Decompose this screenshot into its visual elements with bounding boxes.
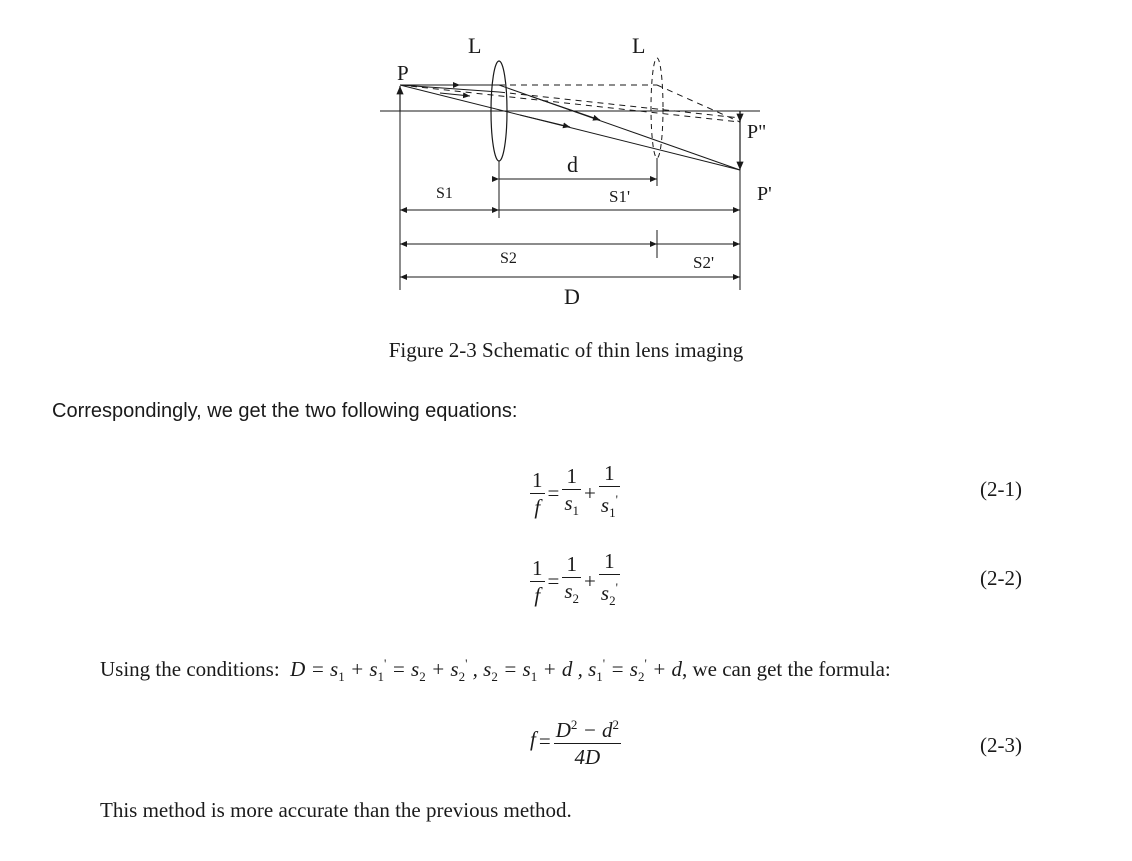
figure-caption: Figure 2-3 Schematic of thin lens imaging xyxy=(388,338,744,362)
image-label-p1: P' xyxy=(757,183,772,205)
equation-number-2-3: (2-3) xyxy=(980,733,1022,757)
lens-diagram xyxy=(0,0,1132,330)
conditions-prefix: Using the conditions: xyxy=(100,657,280,681)
dim-s2-label: S2 xyxy=(500,250,517,267)
conditions-suffix: , we can get the formula: xyxy=(681,657,891,681)
equation-number-2-1: (2-1) xyxy=(980,477,1022,501)
equation-2-1: $\frac{1}{f}$ = $\frac{1}{s_1}$ + $\frac{1}{s_1'}$ xyxy=(530,460,620,526)
dim-s2p-label: S2' xyxy=(693,253,715,272)
conditions-paragraph xyxy=(100,656,891,685)
equation-2-3: f = $\frac{D^2 - d^2}{4D}$ xyxy=(530,717,620,769)
image-label-p2: P" xyxy=(747,121,767,143)
object-label: P xyxy=(397,61,409,85)
lens-2 xyxy=(651,58,663,158)
dim-d-label: d xyxy=(567,152,578,177)
lens-1-label: L xyxy=(468,33,482,58)
intro-paragraph: Correspondingly, we get the two following equations: xyxy=(52,400,518,422)
dim-D-label: D xyxy=(564,284,580,309)
equation-number-2-2: (2-2) xyxy=(980,566,1022,590)
closing-paragraph: This method is more accurate than the previous method. xyxy=(100,798,572,822)
conditions-math: $D = s_1 + s_1' = s_2 + s_2'$ , $s_2 = s_1 + d$ , $s_1' = s_2' + d$ xyxy=(284,656,682,685)
dim-s1-label: S1 xyxy=(436,185,453,202)
lens-2-label: L xyxy=(632,33,646,58)
equation-2-2: $\frac{1}{f}$ = $\frac{1}{s_2}$ + $\frac{1}{s_2'}$ xyxy=(530,548,620,614)
dim-s1p-label: S1' xyxy=(609,187,631,206)
